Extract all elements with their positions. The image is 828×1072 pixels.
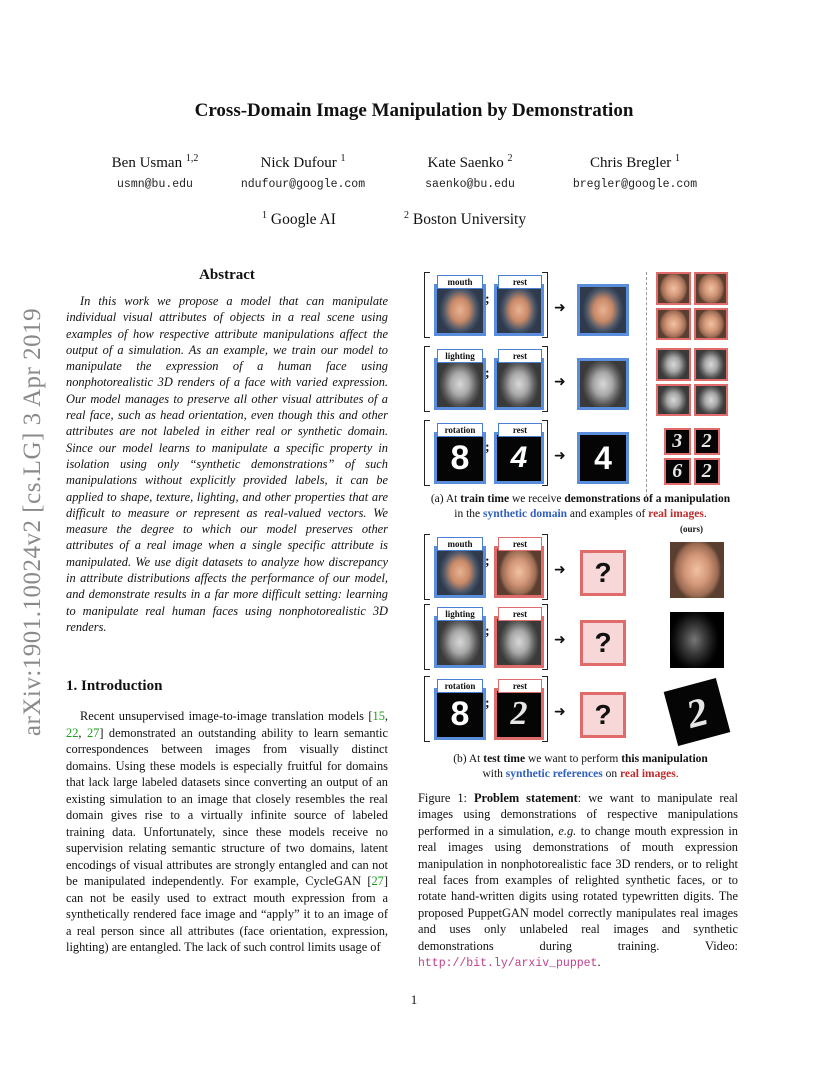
author-email[interactable]: bregler@google.com [572,178,698,191]
bracket [424,346,430,412]
page-number: 1 [410,992,418,1007]
real-face-image [694,272,729,305]
figure-1 [418,262,743,787]
arrow-icon: ➜ [554,632,566,648]
author-name: Chris Bregler $^1$ [590,153,680,171]
train-row-mouth [418,270,648,340]
synthetic-face-image [494,358,544,410]
subcaption-a: (a) At train time we receive demonstrations of a manipulation in the synthetic domain and examples of real images. [430,493,731,520]
attribute-label: mouth [437,537,483,551]
synthetic-digit-image: 4 [577,432,629,484]
synthetic-digit-image: 8 [434,688,486,740]
affiliation: $^2$ Boston University [404,210,527,229]
synthetic-face-image [434,546,486,598]
citation-link[interactable]: 15 [372,709,385,723]
result-digit-image: 2 [664,678,731,746]
attribute-label: rotation [437,679,483,693]
train-row-lighting [418,344,648,414]
result-image [670,542,724,598]
citation-link[interactable]: 27 [86,725,100,740]
synthetic-digit-image: 8 [434,432,486,484]
bracket [424,534,430,600]
unknown-output-box: ? [580,620,626,666]
test-row-mouth [418,532,738,602]
paper-title: Cross-Domain Image Manipulation by Demonstration [194,100,634,121]
synthetic-face-image [494,284,544,336]
synthetic-digit-image: 4 [494,432,544,484]
subcaption-b: (b) At test time we want to perform this manipulation with synthetic references on real images. [453,753,708,780]
train-row-rotation [418,418,648,488]
real-face-image [694,308,729,341]
rest-label: rest [498,537,542,551]
author-email[interactable]: saenko@bu.edu [425,178,515,191]
real-face-image [656,384,691,417]
real-face-image [694,348,729,381]
rest-label: rest [498,275,542,289]
citation-link[interactable]: 27 [371,874,384,888]
attribute-label: lighting [437,349,483,363]
real-face-image [494,546,544,598]
author-name: Kate Saenko $^2$ [427,153,513,171]
author-name: Nick Dufour $^1$ [260,153,346,171]
real-digit-image: 3 [664,428,691,455]
real-face-image [694,384,729,417]
separator: ; [485,440,490,455]
attribute-label: mouth [437,275,483,289]
author-name: Ben Usman $^{1,2}$ [111,153,199,171]
real-digit-image: 6 [664,458,691,485]
rest-label: rest [498,607,542,621]
separator: ; [485,292,490,307]
test-row-rotation [418,674,738,744]
real-face-image [656,308,691,341]
synthetic-face-image [577,358,629,410]
arrow-icon: ➜ [554,562,566,578]
separator: ; [485,554,490,569]
synthetic-face-image [434,358,486,410]
arrow-icon: ➜ [554,300,566,316]
bracket [424,420,430,486]
citation-link[interactable]: 22 [66,725,79,740]
abstract-text: In this work we propose a model that can manipulate individual visual attributes of objects in a real scene using examples of how respective attribute manipulations affect the output of a simulation. As an example, we train our model to manipulate the expression of a human face using nonphotorealistic 3D renders of a face with varied expression. Our model manages to preserve all other visual attributes of a real face, such as head orientation, even though this and other attributes are not labeled in either real or synthetic domain. Since our model learns to manipulate a specific property in isolation using only “synthetic demonstrations” of such manipulations without explicitly provided labels, it can be applied to shape, texture, lighting, and other properties that are difficult to measure or represent as real-valued vectors. We measure the degree to which our model preserves other attributes of a real image when a single specific attribute is manipulated. We use digit datasets to analyze how discrepancy in attribute distributions affects the performance of our model, and demonstrate results in a far more difficult setting: learning to manipulate real human faces using nonphotorealistic 3D renders. [66,294,388,634]
separator: ; [485,366,490,381]
section-heading: 1. Introduction [66,678,163,694]
real-face-image [656,272,691,305]
bracket [424,272,430,338]
abstract-heading: Abstract [199,267,255,283]
real-image-grid [656,272,728,340]
rest-label: rest [498,423,542,437]
separator: ; [485,624,490,639]
affiliation: $^1$ Google AI [262,210,336,229]
real-face-image [656,348,691,381]
unknown-output-box: ? [580,550,626,596]
attribute-label: lighting [437,607,483,621]
real-digit-image: 2 [694,428,721,455]
arrow-icon: ➜ [554,374,566,390]
author-email[interactable]: usmn@bu.edu [117,178,193,191]
bracket [424,676,430,742]
arrow-icon: ➜ [554,704,566,720]
attribute-label: rotation [437,423,483,437]
real-digit-image: 2 [494,688,544,740]
unknown-output-box: ? [580,692,626,738]
arrow-icon: ➜ [554,448,566,464]
video-link[interactable]: http://bit.ly/arxiv_puppet [418,957,598,971]
real-digit-image: 2 [694,458,721,485]
intro-paragraph: Recent unsupervised image-to-image translation models [15, 22, 27] demonstrated an outstanding ability to learn semantic correspondences between images from visually distinct domains. Using these models is especially fruitful for domains that lack large labeled datasets since converting an output of an existing simulation to an image that closely resembles the real domain gives rise to a virtually infinite source of labeled training data. Unfortunately, since these models receive no supervision relating semantic structure of two domains, latent encodings of visual attributes are strongly entangled and can not be manipulated independently. For example, CycleGAN [27] can not be easily used to extract mouth expression from a synthetically rendered face image and “apply” it to an image of a real person since all attributes (face orientation, expression, lighting) are entangled. The lack of such control limits usage of [66,709,388,954]
arxiv-stamp: arXiv:1901.10024v2 [cs.LG] 3 Apr 2019 [19,307,47,737]
synthetic-face-image [434,616,486,668]
result-image [670,612,724,668]
bracket [424,604,430,670]
real-face-image [494,616,544,668]
author-email[interactable]: ndufour@google.com [240,178,366,191]
rest-label: rest [498,349,542,363]
real-digit-grid [664,428,720,484]
separator: ; [485,696,490,711]
test-row-lighting [418,602,738,672]
real-image-grid [656,348,728,416]
figure-caption: Figure 1: Problem statement: we want to manipulate real images using demonstrations of respective manipulations performed in a simulation, e.g. to change mouth expression in real images using demonstrations of mouth expression manipulation in nonphotorealistic face 3D renders, or to relight real faces from examples of relighted synthetic faces, or to rotate hand-written digits using rotated typewritten digits. The proposed PuppetGAN model correctly manipulates real images and uses only unlabeled real images and synthetic demonstrations during training. Video: http://bit.ly/arxiv_puppet. [418,791,738,971]
synthetic-face-image [434,284,486,336]
rest-label: rest [498,679,542,693]
ours-label: (ours) [680,524,703,534]
synthetic-face-image [577,284,629,336]
